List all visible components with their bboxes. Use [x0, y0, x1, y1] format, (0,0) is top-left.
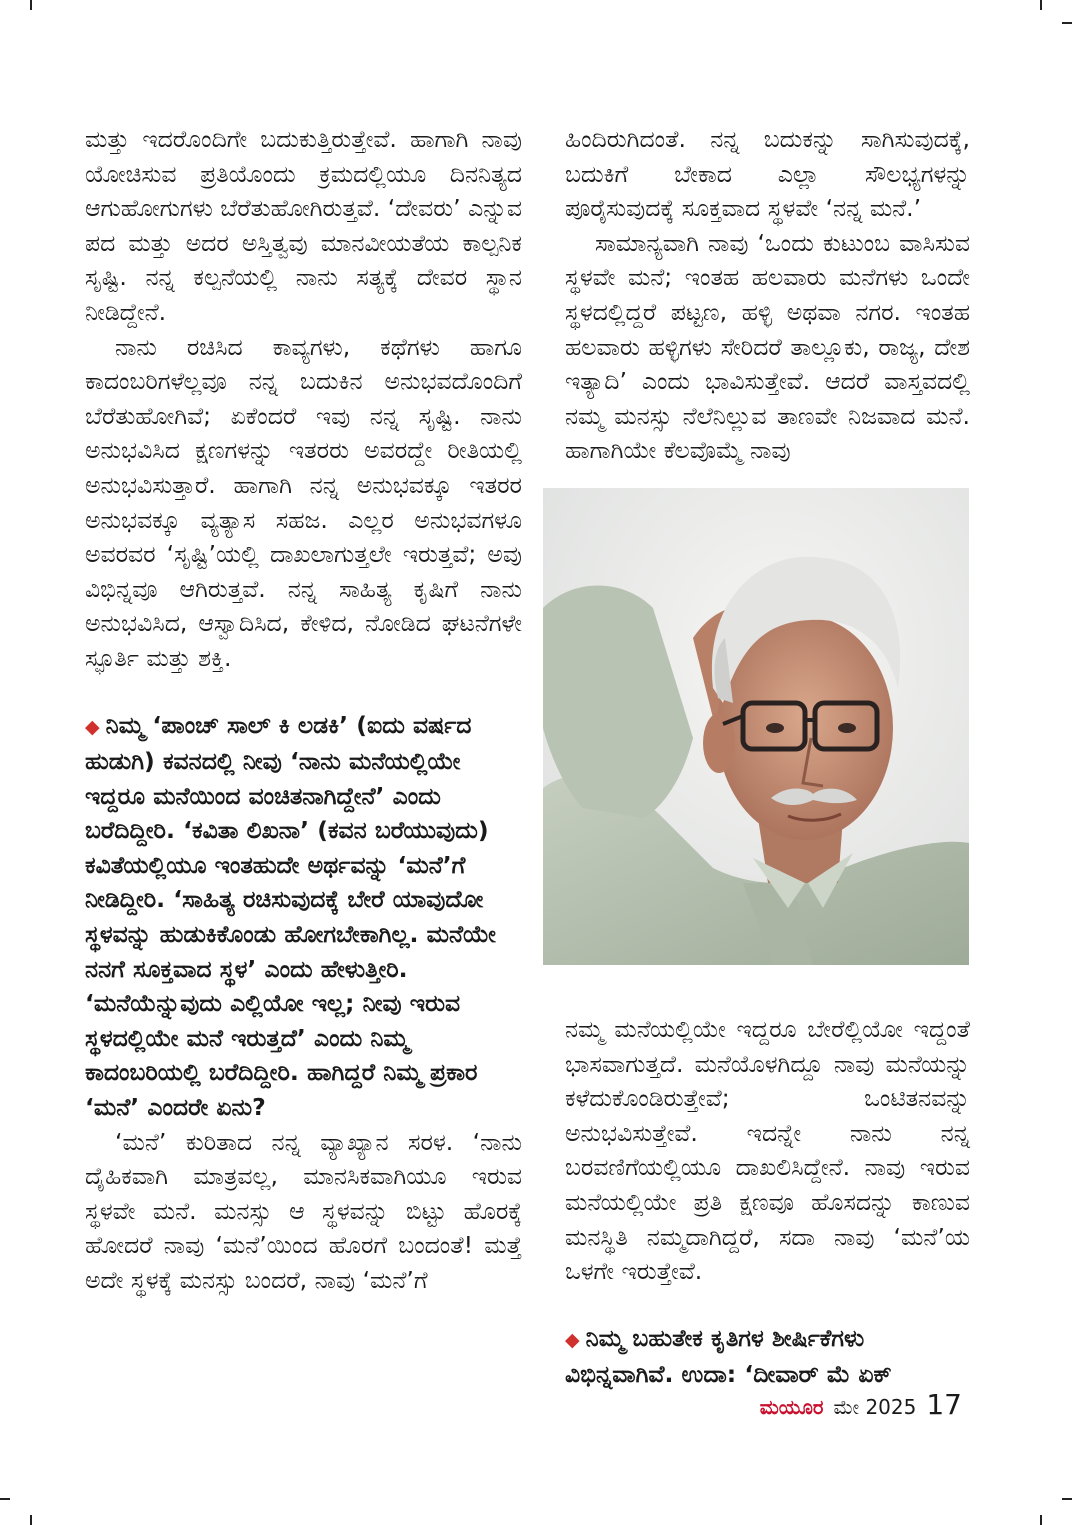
spacer [565, 1289, 970, 1321]
crop-mark [1062, 22, 1072, 24]
diamond-icon: ◆ [565, 1328, 580, 1351]
question-text: ನಿಮ್ಮ ಬಹುತೇಕ ಕೃತಿಗಳ ಶೀರ್ಷಿಕೆಗಳು ವಿಭಿನ್ನವಾಗಿವೆ. ಉದಾ: ‘ದೀವಾರ್ ಮೆ ಏಕ್ [565, 1323, 892, 1389]
page-footer [760, 1388, 962, 1428]
portrait-illustration [543, 488, 969, 965]
issue-date: ಮೇ 2025 [833, 1395, 917, 1419]
question-text: ನಿಮ್ಮ ‘ಪಾಂಚ್ ಸಾಲ್ ಕಿ ಲಡಕಿ’ (ಐದು ವರ್ಷದ ಹುಡುಗಿ) ಕವನದಲ್ಲಿ ನೀವು ‘ನಾನು ಮನೆಯಲ್ಲಿಯೇ ಇದ್ದರೂ ಮನೆಯಿಂದ ವಂಚಿತನಾಗಿದ್ದೇನೆ’ ಎಂದು ಬರೆದಿದ್ದೀರಿ. ‘ಕವಿತಾ ಲಿಖನಾ’ (ಕವನ ಬರೆಯುವುದು) ಕವಿತೆಯಲ್ಲಿಯೂ ಇಂತಹುದೇ ಅರ್ಥವನ್ನು ‘ಮನೆ’ಗೆ ನೀಡಿದ್ದೀರಿ. ‘ಸಾಹಿತ್ಯ ರಚಿಸುವುದಕ್ಕೆ ಬೇರೆ ಯಾವುದೋ ಸ್ಥಳವನ್ನು ಹುಡುಕಿಕೊಂಡು ಹೋಗಬೇಕಾಗಿಲ್ಲ. ಮನೆಯೇ ನನಗೆ ಸೂಕ್ತವಾದ ಸ್ಥಳ’ ಎಂದು ಹೇಳುತ್ತೀರಿ. ‘ಮನೆಯೆನ್ನುವುದು ಎಲ್ಲಿಯೋ ಇಲ್ಲ; ನೀವು ಇರುವ ಸ್ಥಳದಲ್ಲಿಯೇ ಮನೆ ಇರುತ್ತದೆ’ ಎಂದು ನಿಮ್ಮ ಕಾದಂಬರಿಯಲ್ಲಿ ಬರೆದಿದ್ದೀರಿ. ಹಾಗಿದ್ದರೆ ನಿಮ್ಮ ಪ್ರಕಾರ ‘ಮನೆ’ ಎಂದರೇ ಏನು? [85, 710, 496, 1122]
right-column-top [565, 122, 970, 468]
page-number: 17 [926, 1388, 962, 1421]
crop-mark [30, 1515, 32, 1525]
body-paragraph: ‘ಮನೆ’ ಕುರಿತಾದ ನನ್ನ ವ್ಯಾಖ್ಯಾನ ಸರಳ. ‘ನಾನು ದೈಹಿಕವಾಗಿ ಮಾತ್ರವಲ್ಲ, ಮಾನಸಿಕವಾಗಿಯೂ ಇರುವ ಸ್ಥಳವೇ ಮನೆ. ಮನಸ್ಸು ಆ ಸ್ಥಳವನ್ನು ಬಿಟ್ಟು ಹೊರಕ್ಕೆ ಹೋದರೆ ನಾವು ‘ಮನೆ’ಯಿಂದ ಹೊರಗೆ ಬಂದಂತೆ! ಮತ್ತೆ ಅದೇ ಸ್ಥಳಕ್ಕೆ ಮನಸ್ಸು ಬಂದರೆ, ನಾವು ‘ಮನೆ’ಗೆ [85, 1127, 522, 1294]
body-paragraph: ಹಿಂದಿರುಗಿದಂತೆ. ನನ್ನ ಬದುಕನ್ನು ಸಾಗಿಸುವುದಕ್ಕೆ, ಬದುಕಿಗೆ ಬೇಕಾದ ಎಲ್ಲಾ ಸೌಲಭ್ಯಗಳನ್ನು ಪೂರೈಸುವುದಕ್ಕೆ ಸೂಕ್ತವಾದ ಸ್ಥಳವೇ ‘ನನ್ನ ಮನೆ.’ [565, 125, 970, 223]
interview-question [85, 708, 522, 1125]
body-paragraph: ಮತ್ತು ಇದರೊಂದಿಗೇ ಬದುಕುತ್ತಿರುತ್ತೇವೆ. ಹಾಗಾಗಿ ನಾವು ಯೋಚಿಸುವ ಪ್ರತಿಯೊಂದು ಕ್ರಮದಲ್ಲಿಯೂ ದಿನನಿತ್ಯದ ಆಗುಹೋಗುಗಳು ಬೆರೆತುಹೋಗಿರುತ್ತವೆ. ‘ದೇವರು’ ಎನ್ನುವ ಪದ ಮತ್ತು ಅದರ ಅಸ್ತಿತ್ವವು ಮಾನವೀಯತೆಯ ಕಾಲ್ಪನಿಕ ಸೃಷ್ಟಿ. ನನ್ನ ಕಲ್ಪನೆಯಲ್ಲಿ ನಾನು ಸತ್ಯಕ್ಕೆ ದೇವರ ಸ್ಥಾನ ನೀಡಿದ್ದೇನೆ. [85, 125, 522, 326]
body-paragraph: ಸಾಮಾನ್ಯವಾಗಿ ನಾವು ‘ಒಂದು ಕುಟುಂಬ ವಾಸಿಸುವ ಸ್ಥಳವೇ ಮನೆ; ಇಂತಹ ಹಲವಾರು ಮನೆಗಳು ಒಂದೇ ಸ್ಥಳದಲ್ಲಿದ್ದರೆ ಪಟ್ಟಣ, ಹಳ್ಳಿ ಅಥವಾ ನಗರ. ಇಂತಹ ಹಲವಾರು ಹಳ್ಳಿಗಳು ಸೇರಿದರೆ ತಾಲ್ಲೂಕು, ರಾಜ್ಯ, ದೇಶ ಇತ್ಯಾದಿ’ ಎಂದು ಭಾವಿಸುತ್ತೇವೆ. ಆದರೆ ವಾಸ್ತವದಲ್ಲಿ ನಮ್ಮ ಮನಸ್ಸು ನೆಲೆನಿಲ್ಲುವ ತಾಣವೇ ನಿಜವಾದ ಮನೆ. ಹಾಗಾಗಿಯೇ ಕೆಲವೊಮ್ಮೆ ನಾವು [565, 228, 970, 465]
body-paragraph: ನಮ್ಮ ಮನೆಯಲ್ಲಿಯೇ ಇದ್ದರೂ ಬೇರೆಲ್ಲಿಯೋ ಇದ್ದಂತೆ ಭಾಸವಾಗುತ್ತದೆ. ಮನೆಯೊಳಗಿದ್ದೂ ನಾವು ಮನೆಯನ್ನು ಕಳೆದುಕೊಂಡಿರುತ್ತೇವೆ; ಒಂಟಿತನವನ್ನು ಅನುಭವಿಸುತ್ತೇವೆ. ಇದನ್ನೇ ನಾನು ನನ್ನ ಬರವಣಿಗೆಯಲ್ಲಿಯೂ ದಾಖಲಿಸಿದ್ದೇನೆ. ನಾವು ಇರುವ ಮನೆಯಲ್ಲಿಯೇ ಪ್ರತಿ ಕ್ಷಣವೂ ಹೊಸದನ್ನು ಕಾಣುವ ಮನಸ್ಥಿತಿ ನಮ್ಮದಾಗಿದ್ದರೆ, ಸದಾ ನಾವು ‘ಮನೆ’ಯ ಒಳಗೇ ಇರುತ್ತೇವೆ. [565, 1015, 970, 1286]
crop-mark [30, 0, 32, 10]
crop-mark [1040, 0, 1042, 10]
right-column-bottom [565, 1012, 970, 1392]
magazine-brand: ಮಯೂರ [759, 1395, 824, 1419]
interview-question [565, 1321, 970, 1392]
portrait-photo [543, 488, 969, 965]
crop-mark [1040, 1515, 1042, 1525]
spacer [85, 676, 522, 708]
diamond-icon: ◆ [85, 715, 100, 738]
left-column [85, 122, 522, 1298]
body-paragraph: ನಾನು ರಚಿಸಿದ ಕಾವ್ಯಗಳು, ಕಥೆಗಳು ಹಾಗೂ ಕಾದಂಬರಿಗಳೆಲ್ಲವೂ ನನ್ನ ಬದುಕಿನ ಅನುಭವದೊಂದಿಗೆ ಬೆರೆತುಹೋಗಿವೆ; ಏಕೆಂದರೆ ಇವು ನನ್ನ ಸೃಷ್ಟಿ. ನಾನು ಅನುಭವಿಸಿದ ಕ್ಷಣಗಳನ್ನು ಇತರರು ಅವರದ್ದೇ ರೀತಿಯಲ್ಲಿ ಅನುಭವಿಸುತ್ತಾರೆ. ಹಾಗಾಗಿ ನನ್ನ ಅನುಭವಕ್ಕೂ ಇತರರ ಅನುಭವಕ್ಕೂ ವ್ಯತ್ಯಾಸ ಸಹಜ. ಎಲ್ಲರ ಅನುಭವಗಳೂ ಅವರವರ ‘ಸೃಷ್ಟಿ’ಯಲ್ಲಿ ದಾಖಲಾಗುತ್ತಲೇ ಇರುತ್ತವೆ; ಅವು ವಿಭಿನ್ನವೂ ಆಗಿರುತ್ತವೆ. ನನ್ನ ಸಾಹಿತ್ಯ ಕೃಷಿಗೆ ನಾನು ಅನುಭವಿಸಿದ, ಆಸ್ವಾದಿಸಿದ, ಕೇಳಿದ, ನೋಡಿದ ಘಟನೆಗಳೇ ಸ್ಫೂರ್ತಿ ಮತ್ತು ಶಕ್ತಿ. [85, 332, 522, 672]
crop-mark [0, 1498, 10, 1500]
crop-mark [1062, 1498, 1072, 1500]
